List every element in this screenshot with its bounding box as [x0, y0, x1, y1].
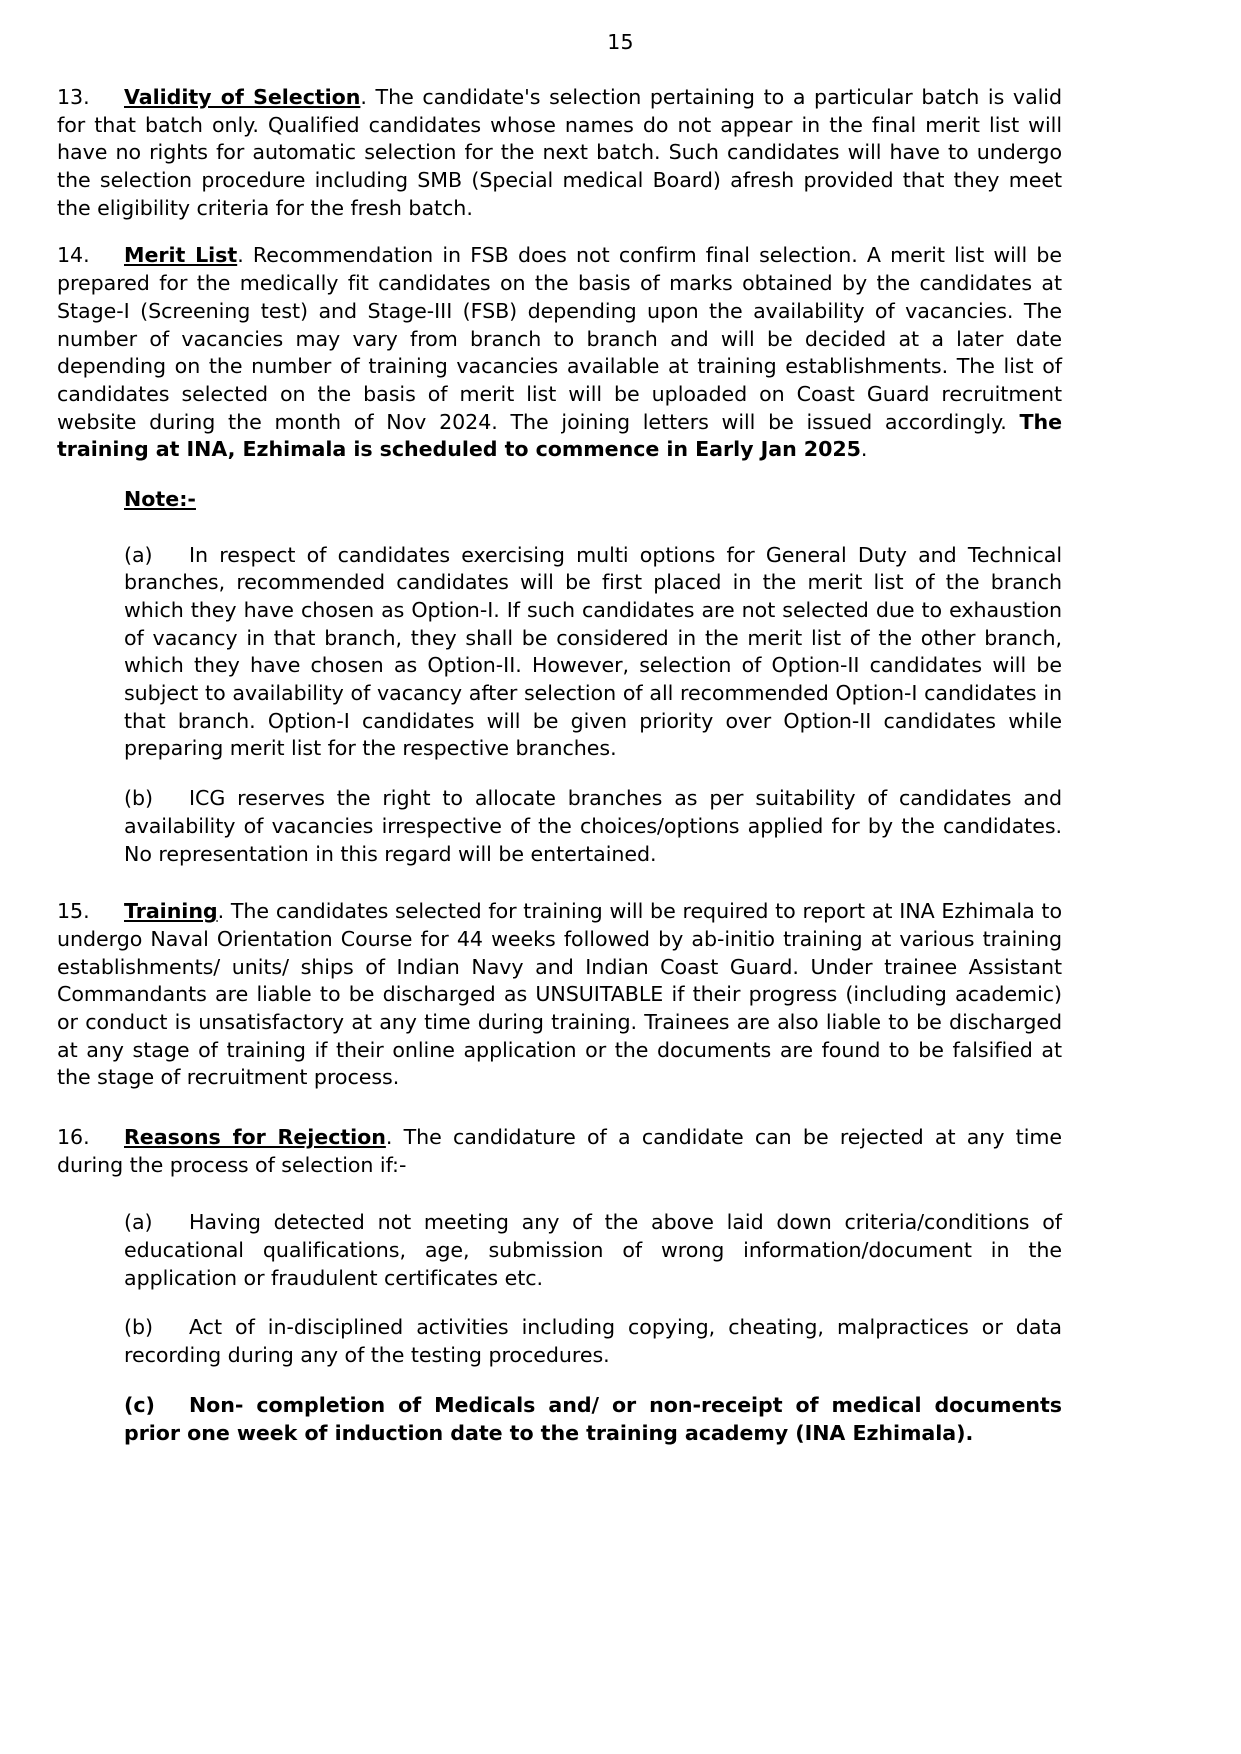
rejection-item-a-text: Having detected not meeting any of the above laid down criteria/conditions of educational qualifications, age, submission of wrong information/document in the application or fraudulent certificates etc.	[124, 1210, 1062, 1290]
page-content	[57, 84, 1062, 1469]
paragraph-15	[57, 898, 1062, 1092]
rejection-item-b	[124, 1314, 1062, 1369]
rejection-item-a	[124, 1209, 1062, 1292]
paragraph-14-body-emphasis: The training at INA, Ezhimala is scheduled to commence in Early Jan 2025	[57, 409, 1062, 462]
note-heading: Note:-	[124, 486, 196, 511]
note-item-b-text: ICG reserves the right to allocate branches as per suitability of candidates and availability of vacancies irrespective of the choices/options applied for by the candidates. No representation in this regard will be entertained.	[124, 786, 1062, 866]
paragraph-13-heading: Validity of Selection	[124, 85, 361, 109]
paragraph-14	[57, 242, 1062, 464]
note-item-b	[124, 785, 1062, 868]
rejection-item-a-label: (a)	[124, 1210, 153, 1235]
paragraph-14-heading: Merit List	[124, 243, 238, 268]
page-number: 15	[607, 30, 634, 54]
rejection-item-c-label: (c)	[124, 1392, 155, 1417]
note-item-b-label: (b)	[124, 786, 153, 811]
note-item-a	[124, 542, 1062, 764]
rejection-item-b-label: (b)	[124, 1315, 153, 1340]
paragraph-14-body-part1: . Recommendation in FSB does not confirm final selection. A merit list will be prepared for the medically fit candidates on the basis of marks obtained by the candidates at Stage-I (Screening test) and Stage-III (FSB) depending upon the availability of vacancies. The number of vacancies may vary from branch to branch and will be decided at a later date depending on the number of training vacancies available at training establishments. The list of candidates selected on the basis of merit list will be uploaded on Coast Guard recruitment website during the month of Nov 2024. The joining letters will be issued accordingly.	[57, 243, 1062, 434]
paragraph-13-body: . The candidate's selection pertaining to a particular batch is valid for that batch only. Qualified candidates whose names do not appear in the final merit list will have no rights for automatic selection for the next batch. Such candidates will have to undergo the selection procedure including SMB (Special medical Board) afresh provided that they meet the eligibility criteria for the fresh batch.	[57, 85, 1063, 220]
note-item-a-text: In respect of candidates exercising multi options for General Duty and Technical branches, recommended candidates will be first placed in the merit list of the branch which they have chosen as Option-I. If such candidates are not selected due to exhaustion of vacancy in that branch, they shall be considered in the merit list of the other branch, which they have chosen as Option-II. However, selection of Option-II candidates will be subject to availability of vacancy after selection of all recommended Option-I candidates in that branch. Option-I candidates will be given priority over Option-II candidates while preparing merit list for the respective branches.	[124, 542, 1062, 761]
paragraph-13-number: 13.	[57, 85, 90, 109]
paragraph-15-heading: Training	[124, 899, 218, 924]
paragraph-14-body-part2: .	[860, 437, 868, 462]
note-item-a-label: (a)	[124, 542, 153, 567]
rejection-item-c-text: Non- completion of Medicals and/ or non-receipt of medical documents prior one week of induction date to the training academy (INA Ezhimala).	[124, 1392, 1062, 1445]
paragraph-15-number: 15.	[57, 899, 90, 924]
rejection-item-c	[124, 1392, 1062, 1447]
paragraph-16-body: . The candidature of a candidate can be rejected at any time during the process of selection if:-	[57, 1125, 1062, 1177]
paragraph-14-number: 14.	[57, 243, 90, 268]
paragraph-16	[57, 1124, 1062, 1179]
note-heading-wrap	[124, 486, 1062, 514]
paragraph-16-heading: Reasons for Rejection	[124, 1125, 386, 1149]
paragraph-15-body: . The candidates selected for training will be required to report at INA Ezhimala to undergo Naval Orientation Course for 44 weeks followed by ab-initio training at various training establishments/ units/ ships of Indian Navy and Indian Coast Guard. Under trainee Assistant Commandants are liable to be discharged as UNSUITABLE if their progress (including academic) or conduct is unsatisfactory at any time during training. Trainees are also liable to be discharged at any stage of training if their online application or the documents are found to be falsified at the stage of recruitment process.	[57, 899, 1062, 1090]
rejection-item-b-text: Act of in-disciplined activities including copying, cheating, malpractices or data recording during any of the testing procedures.	[124, 1315, 1062, 1368]
paragraph-13	[57, 84, 1062, 222]
paragraph-16-number: 16.	[57, 1125, 90, 1149]
